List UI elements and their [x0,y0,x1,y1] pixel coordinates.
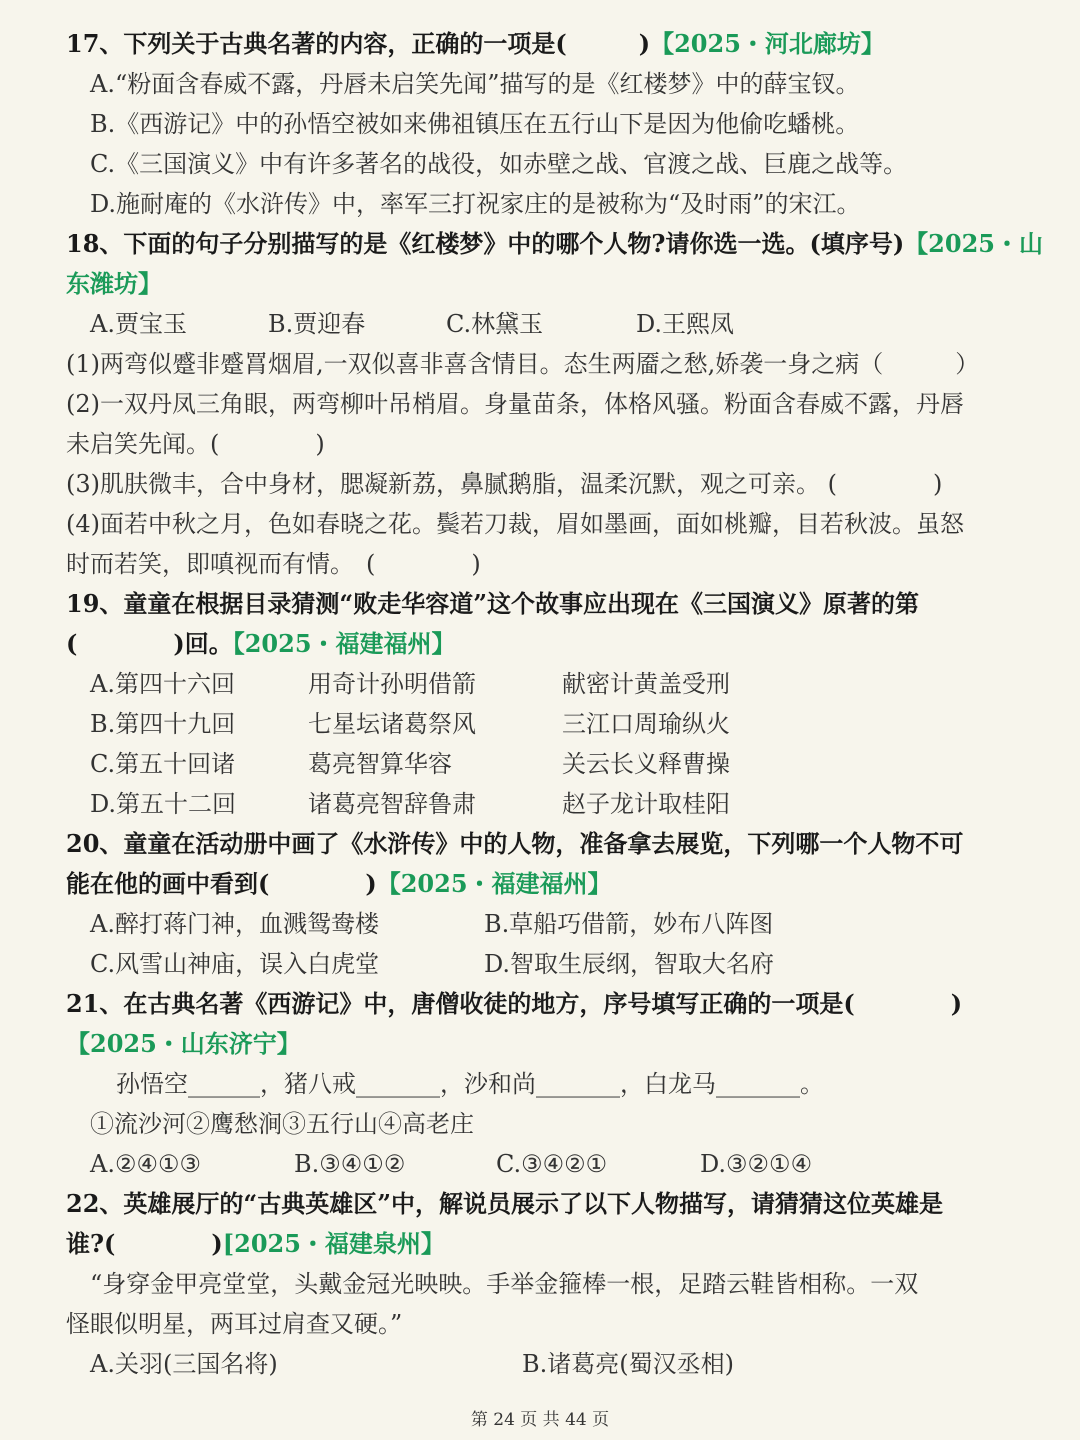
q22-stem-line2 [66,1224,1016,1264]
q18-option-d: D.王熙凤 [636,310,735,338]
q19-option-a-chapter: A.第四十六回 [90,670,235,698]
q21-tag-line [66,1024,1016,1064]
q17-option-d: D.施耐庵的《水浒传》中，率军三打祝家庄的是被称为“及时雨”的宋江。 [90,190,861,218]
q20-option-a: A.醉打蒋门神，血溅鸳鸯楼 [90,910,379,938]
q19-option-d-chapter: D.第五十二回 [90,790,237,818]
q19-option-a-title2: 献密计黄盖受刑 [562,670,730,698]
q19-stem-line2 [66,624,1016,664]
q17-stem: 17、下列关于古典名著的内容，正确的一项是( ) [66,29,651,58]
q19-option-d-title2: 赵子龙计取桂阳 [562,790,730,818]
q18-tag-continued-line [66,264,1016,304]
q18-options-row [90,304,1016,344]
q17-option-b: B.《西游记》中的孙悟空被如来佛祖镇压在五行山下是因为他偷吃蟠桃。 [90,110,860,138]
q21-option-b: B.③④①② [294,1150,406,1178]
q19-option-b-chapter: B.第四十九回 [90,710,236,738]
q18-item-3: (3)肌肤微丰，合中身材，腮凝新荔，鼻腻鹅脂，温柔沉默，观之可亲。 ( ) [66,470,943,498]
q19-option-c-title2: 关云长义释曹操 [562,750,730,778]
q20-stem-cont: 能在他的画中看到( ) [66,869,377,898]
q20-option-b: B.草船巧借箭，妙布八阵图 [484,910,774,938]
q18-source-tag: 【2025・山 [904,229,1043,258]
q17-stem-line [66,24,1016,64]
q20-source-tag: 【2025・福建福州】 [376,869,612,898]
q22-stem: 22、英雄展厅的“古典英雄区”中，解说员展示了以下人物描写，请猜猜这位英雄是 [66,1189,944,1218]
q20-option-d: D.智取生辰纲，智取大名府 [484,950,775,978]
q18-stem: 18、下面的句子分别描写的是《红楼梦》中的哪个人物?请你选一选。(填序号) [66,229,905,258]
q21-source-tag: 【2025・山东济宁】 [66,1029,301,1058]
q19-option-b-title1: 七星坛诸葛祭风 [308,710,476,738]
q19-option-c-title1: 葛亮智算华容 [308,750,452,778]
q18-option-a: A.贾宝玉 [90,310,187,338]
q21-blanks: 孙悟空______，猪八戒_______，沙和尚_______，白龙马_______。 [116,1070,824,1098]
q17-option-a: A.“粉面含春威不露，丹唇未启笑先闻”描写的是《红楼梦》中的薛宝钗。 [90,70,860,98]
q21-places: ①流沙河②鹰愁涧③五行山④高老庄 [90,1110,474,1138]
q22-source-tag: [2025・福建泉州】 [222,1229,445,1258]
q21-option-a: A.②④①③ [90,1150,202,1178]
q19-option-c-chapter: C.第五十回诸 [90,750,236,778]
q18-item-2-cont: 未启笑先闻。( ) [66,430,325,458]
q17-option-c: C.《三国演义》中有许多著名的战役，如赤壁之战、官渡之战、巨鹿之战等。 [90,150,908,178]
q22-option-a: A.关羽(三国名将) [90,1350,278,1378]
q20-stem: 20、童童在活动册中画了《水浒传》中的人物，准备拿去展览，下列哪一个人物不可 [66,829,964,858]
q21-options-row [90,1144,1016,1184]
q19-source-tag: 【2025・福建福州】 [232,629,456,658]
q20-option-c: C.风雪山神庙，误入白虎堂 [90,950,380,978]
q22-quote: “身穿金甲亮堂堂，头戴金冠光映映。手举金箍棒一根，足踏云鞋皆相称。一双 [66,1270,919,1298]
q20-options-row-1 [90,904,1016,944]
q19-option-d-title1: 诸葛亮智辞鲁肃 [308,790,476,818]
page-number: 第 24 页 共 44 页 [470,1410,610,1430]
q18-source-tag-continued: 东潍坊】 [66,269,162,298]
q19-stem: 19、童童在根据目录猜测“败走华容道”这个故事应出现在《三国演义》原著的第 [66,589,920,618]
q18-option-c: C.林黛玉 [446,310,544,338]
q22-stem-cont: 谁?( ) [66,1229,223,1258]
q19-stem-cont: ( )回。 [66,629,233,658]
q21-option-d: D.③②①④ [700,1150,813,1178]
q20-options-row-2 [90,944,1016,984]
q18-item-4-cont: 时而若笑，即嗔视而有情。 ( ) [66,550,481,578]
q17-source-tag: 【2025・河北廊坊】 [650,29,885,58]
q19-option-b-title2: 三江口周瑜纵火 [562,710,730,738]
q22-option-b: B.诸葛亮(蜀汉丞相) [522,1350,734,1378]
q19-option-row-d [90,784,1016,824]
q18-item-2: (2)一双丹凤三角眼，两弯柳叶吊梢眉。身量苗条，体格风骚。粉面含春威不露，丹唇 [66,390,964,418]
q18-option-b: B.贾迎春 [268,310,366,338]
q19-option-a-title1: 用奇计孙明借箭 [308,670,476,698]
q22-quote-cont: 怪眼似明星，两耳过肩查又硬。” [66,1310,403,1338]
q20-stem-line2 [66,864,1016,904]
q19-option-row-a [90,664,1016,704]
q18-stem-line [66,224,1043,264]
q18-item-1: (1)两弯似蹙非蹙罥烟眉,一双似喜非喜含情目。态生两靥之愁,娇袭一身之病（ ） [66,350,980,378]
q19-option-row-b [90,704,1016,744]
q21-stem: 21、在古典名著《西游记》中，唐僧收徒的地方，序号填写正确的一项是( ) [66,989,963,1018]
q21-option-c: C.③④②① [496,1150,608,1178]
q18-item-4: (4)面若中秋之月，色如春晓之花。鬓若刀裁，眉如墨画，面如桃瓣，目若秋波。虽怒 [66,510,964,538]
q22-options-row [90,1344,1016,1384]
q19-option-row-c [90,744,1016,784]
